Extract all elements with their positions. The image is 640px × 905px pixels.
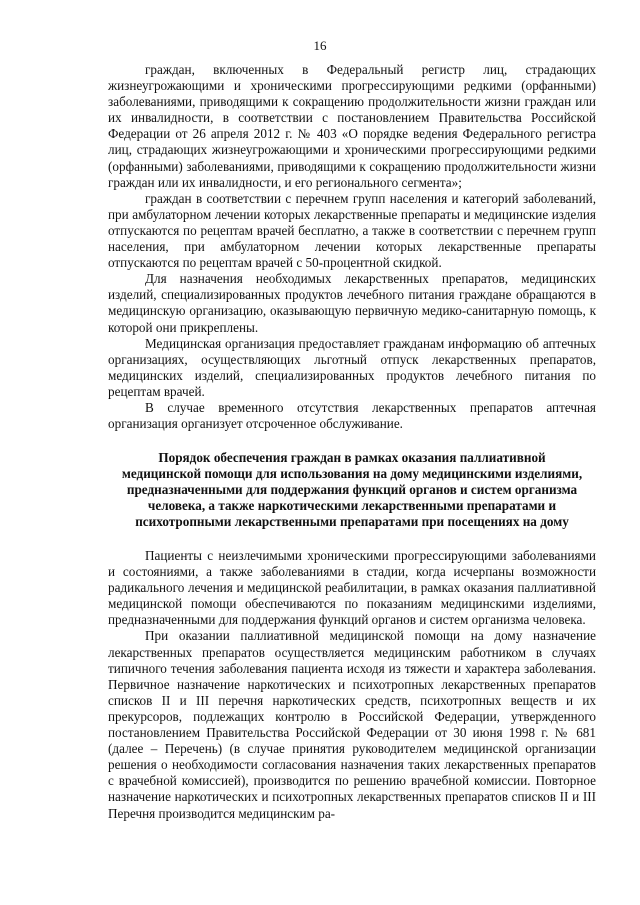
text-block-before-heading [108, 62, 596, 432]
section-heading-line-1: Порядок обеспечения граждан в рамках оказания паллиативной [158, 450, 546, 465]
paragraph-pharmacy-information: Медицинская организация предоставляет гражданам информацию об аптечных организациях, осуществляющих льготный отпуск лекарственных препаратов, медицинских изделий, специализированных продуктов лечебного питания по рецептам врачей. [108, 335, 596, 399]
paragraph-prescription-request: Для назначения необходимых лекарственных препаратов, медицинских изделий, специализированных продуктов лечебного питания граждане обращаются в медицинскую организацию, оказывающую первичную медико-санитарную помощь, к которой они прикреплены. [108, 271, 596, 335]
paragraph-deferred-service: В случае временного отсутствия лекарственных препаратов аптечная организация организует отсроченное обслуживание. [108, 399, 596, 432]
paragraph-palliative-prescribing: При оказании паллиативной медицинской помощи на дому назначение лекарственных препаратов осуществляется медицинским работником в случаях типичного течения заболевания пациента исходя из тяжести и характера заболевания. Первичное назначение наркотических и психотропных лекарственных препаратов списков II и III перечня наркотических средств, психотропных веществ и их прекурсоров, подлежащих контролю в Российской Федерации, утвержденного постановлением Правительства Российской Федерации от 30 июня 1998 г. № 681 (далее – Перечень) (в случае принятия руководителем медицинской организации решения о необходимости согласования назначения таких лекарственных препаратов с врачебной комиссией), производится по решению врачебной комиссии. Повторное назначение наркотических и психотропных лекарственных препаратов списков II и III Перечня производится медицинским ра- [108, 628, 596, 821]
page-number: 16 [313, 38, 327, 53]
section-heading [108, 450, 596, 530]
text-block-after-heading [108, 548, 596, 822]
section-heading-line-2: медицинской помощи для использования на дому медицинскими изделиями, предназначенными для поддержания функций органов и систем организма человека, а также наркотическими лекарственными препаратами и психотропными лекарственными препаратами при посещениях на дому [121, 466, 583, 530]
paragraph-population-groups: граждан в соответствии с перечнем групп населения и категорий заболеваний, при амбулаторном лечении которых лекарственные препараты и медицинские изделия отпускаются по рецептам врачей бесплатно, а также в соответствии с перечнем групп населения, при амбулаторном лечении которых лекарственные препараты отпускаются по рецептам врачей с 50-процентной скидкой. [108, 190, 596, 271]
paragraph-federal-register: граждан, включенных в Федеральный регистр лиц, страдающих жизнеугрожающими и хроническими прогрессирующими редкими (орфанными) заболеваниями, приводящими к сокращению продолжительности жизни граждан или их инвалидности, в соответствии с постановлением Правительства Российской Федерации от 26 апреля 2012 г. № 403 «О порядке ведения Федерального регистра лиц, страдающих жизнеугрожающими и хроническими прогрессирующими редкими (орфанными) заболеваниями, приводящими к сокращению продолжительности жизни граждан или их инвалидности, и его регионального сегмента»; [108, 62, 596, 190]
paragraph-palliative-devices: Пациенты с неизлечимыми хроническими прогрессирующими заболеваниями и состояниями, а также заболеваниями в стадии, когда исчерпаны возможности радикального лечения и медицинской реабилитации, в рамках оказания паллиативной медицинской помощи обеспечиваются по показаниям медицинскими изделиями, предназначенными для поддержания функций органов и систем организма человека. [108, 548, 596, 628]
